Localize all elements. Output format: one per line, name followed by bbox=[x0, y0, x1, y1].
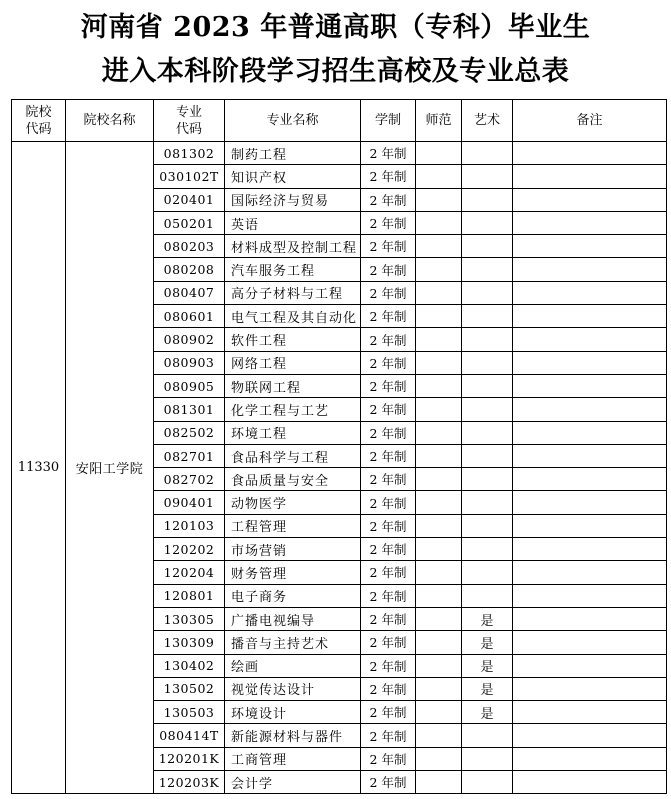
major-name-cell: 食品科学与工程 bbox=[225, 444, 361, 467]
art-cell bbox=[462, 188, 513, 211]
art-cell bbox=[462, 281, 513, 304]
remarks-cell bbox=[513, 561, 667, 584]
major-name-cell: 国际经济与贸易 bbox=[225, 188, 361, 211]
duration-cell: 2 年制 bbox=[361, 258, 416, 281]
school-name-cell: 安阳工学院 bbox=[66, 142, 154, 794]
major-code-cell: 080903 bbox=[154, 351, 225, 374]
normal-cell bbox=[416, 281, 462, 304]
duration-cell: 2 年制 bbox=[361, 771, 416, 794]
remarks-cell bbox=[513, 142, 667, 165]
remarks-cell bbox=[513, 188, 667, 211]
normal-cell bbox=[416, 491, 462, 514]
normal-cell bbox=[416, 444, 462, 467]
remarks-cell bbox=[513, 514, 667, 537]
art-cell: 是 bbox=[462, 654, 513, 677]
art-cell bbox=[462, 374, 513, 397]
normal-cell bbox=[416, 188, 462, 211]
major-name-cell: 知识产权 bbox=[225, 165, 361, 188]
normal-cell bbox=[416, 654, 462, 677]
duration-cell: 2 年制 bbox=[361, 421, 416, 444]
normal-cell bbox=[416, 677, 462, 700]
major-code-cell: 130402 bbox=[154, 654, 225, 677]
art-cell: 是 bbox=[462, 607, 513, 630]
normal-cell bbox=[416, 771, 462, 794]
major-name-cell: 制药工程 bbox=[225, 142, 361, 165]
art-cell bbox=[462, 165, 513, 188]
remarks-cell bbox=[513, 328, 667, 351]
remarks-cell bbox=[513, 654, 667, 677]
remarks-cell bbox=[513, 165, 667, 188]
art-cell bbox=[462, 328, 513, 351]
art-cell bbox=[462, 444, 513, 467]
major-name-cell: 网络工程 bbox=[225, 351, 361, 374]
art-cell bbox=[462, 258, 513, 281]
duration-cell: 2 年制 bbox=[361, 281, 416, 304]
major-code-cell: 130502 bbox=[154, 677, 225, 700]
header-remarks: 备注 bbox=[513, 100, 667, 142]
major-code-cell: 080203 bbox=[154, 235, 225, 258]
remarks-cell bbox=[513, 444, 667, 467]
header-school-code: 院校 代码 bbox=[12, 100, 66, 142]
remarks-cell bbox=[513, 677, 667, 700]
remarks-cell bbox=[513, 421, 667, 444]
remarks-cell bbox=[513, 491, 667, 514]
major-code-cell: 020401 bbox=[154, 188, 225, 211]
major-code-cell: 030102T bbox=[154, 165, 225, 188]
remarks-cell bbox=[513, 771, 667, 794]
major-name-cell: 市场营销 bbox=[225, 538, 361, 561]
art-cell bbox=[462, 305, 513, 328]
remarks-cell bbox=[513, 538, 667, 561]
major-name-cell: 汽车服务工程 bbox=[225, 258, 361, 281]
art-cell bbox=[462, 747, 513, 770]
header-major-code: 专业 代码 bbox=[154, 100, 225, 142]
duration-cell: 2 年制 bbox=[361, 142, 416, 165]
major-name-cell: 电气工程及其自动化 bbox=[225, 305, 361, 328]
major-name-cell: 动物医学 bbox=[225, 491, 361, 514]
major-name-cell: 电子商务 bbox=[225, 584, 361, 607]
major-name-cell: 工程管理 bbox=[225, 514, 361, 537]
normal-cell bbox=[416, 724, 462, 747]
art-cell bbox=[462, 584, 513, 607]
art-cell bbox=[462, 142, 513, 165]
remarks-cell bbox=[513, 305, 667, 328]
duration-cell: 2 年制 bbox=[361, 305, 416, 328]
art-cell bbox=[462, 561, 513, 584]
normal-cell bbox=[416, 468, 462, 491]
major-name-cell: 广播电视编导 bbox=[225, 607, 361, 630]
normal-cell bbox=[416, 701, 462, 724]
remarks-cell bbox=[513, 747, 667, 770]
major-name-cell: 环境设计 bbox=[225, 701, 361, 724]
normal-cell bbox=[416, 631, 462, 654]
header-major-name: 专业名称 bbox=[225, 100, 361, 142]
duration-cell: 2 年制 bbox=[361, 747, 416, 770]
header-art: 艺术 bbox=[462, 100, 513, 142]
remarks-cell bbox=[513, 724, 667, 747]
remarks-cell bbox=[513, 281, 667, 304]
major-name-cell: 视觉传达设计 bbox=[225, 677, 361, 700]
duration-cell: 2 年制 bbox=[361, 211, 416, 234]
normal-cell bbox=[416, 305, 462, 328]
major-name-cell: 会计学 bbox=[225, 771, 361, 794]
major-name-cell: 财务管理 bbox=[225, 561, 361, 584]
art-cell bbox=[462, 398, 513, 421]
major-name-cell: 高分子材料与工程 bbox=[225, 281, 361, 304]
major-name-cell: 播音与主持艺术 bbox=[225, 631, 361, 654]
major-code-cell: 120801 bbox=[154, 584, 225, 607]
duration-cell: 2 年制 bbox=[361, 398, 416, 421]
major-name-cell: 材料成型及控制工程 bbox=[225, 235, 361, 258]
major-code-cell: 120201K bbox=[154, 747, 225, 770]
duration-cell: 2 年制 bbox=[361, 351, 416, 374]
major-name-cell: 化学工程与工艺 bbox=[225, 398, 361, 421]
remarks-cell bbox=[513, 398, 667, 421]
duration-cell: 2 年制 bbox=[361, 188, 416, 211]
major-code-cell: 130503 bbox=[154, 701, 225, 724]
art-cell bbox=[462, 724, 513, 747]
normal-cell bbox=[416, 351, 462, 374]
duration-cell: 2 年制 bbox=[361, 165, 416, 188]
remarks-cell bbox=[513, 584, 667, 607]
major-name-cell: 绘画 bbox=[225, 654, 361, 677]
art-cell: 是 bbox=[462, 677, 513, 700]
document-title-line-1: 河南省 2023 年普通高职（专科）毕业生 bbox=[80, 12, 591, 43]
major-code-cell: 120202 bbox=[154, 538, 225, 561]
remarks-cell bbox=[513, 235, 667, 258]
duration-cell: 2 年制 bbox=[361, 514, 416, 537]
duration-cell: 2 年制 bbox=[361, 607, 416, 630]
duration-cell: 2 年制 bbox=[361, 491, 416, 514]
normal-cell bbox=[416, 607, 462, 630]
major-code-cell: 081302 bbox=[154, 142, 225, 165]
major-code-cell: 080902 bbox=[154, 328, 225, 351]
major-code-cell: 082502 bbox=[154, 421, 225, 444]
normal-cell bbox=[416, 561, 462, 584]
major-name-cell: 新能源材料与器件 bbox=[225, 724, 361, 747]
duration-cell: 2 年制 bbox=[361, 374, 416, 397]
major-code-cell: 080414T bbox=[154, 724, 225, 747]
school-code-cell: 11330 bbox=[12, 142, 66, 794]
header-duration: 学制 bbox=[361, 100, 416, 142]
duration-cell: 2 年制 bbox=[361, 701, 416, 724]
normal-cell bbox=[416, 142, 462, 165]
art-cell bbox=[462, 351, 513, 374]
major-code-cell: 130305 bbox=[154, 607, 225, 630]
normal-cell bbox=[416, 747, 462, 770]
major-code-cell: 080208 bbox=[154, 258, 225, 281]
normal-cell bbox=[416, 374, 462, 397]
art-cell bbox=[462, 235, 513, 258]
normal-cell bbox=[416, 258, 462, 281]
major-code-cell: 080407 bbox=[154, 281, 225, 304]
duration-cell: 2 年制 bbox=[361, 677, 416, 700]
major-code-cell: 080905 bbox=[154, 374, 225, 397]
header-row bbox=[12, 100, 667, 142]
art-cell bbox=[462, 468, 513, 491]
art-cell: 是 bbox=[462, 701, 513, 724]
duration-cell: 2 年制 bbox=[361, 724, 416, 747]
normal-cell bbox=[416, 235, 462, 258]
header-school-name: 院校名称 bbox=[66, 100, 154, 142]
remarks-cell bbox=[513, 258, 667, 281]
remarks-cell bbox=[513, 468, 667, 491]
duration-cell: 2 年制 bbox=[361, 328, 416, 351]
major-code-cell: 050201 bbox=[154, 211, 225, 234]
duration-cell: 2 年制 bbox=[361, 631, 416, 654]
major-code-cell: 130309 bbox=[154, 631, 225, 654]
major-code-cell: 082702 bbox=[154, 468, 225, 491]
duration-cell: 2 年制 bbox=[361, 654, 416, 677]
remarks-cell bbox=[513, 374, 667, 397]
major-name-cell: 软件工程 bbox=[225, 328, 361, 351]
major-name-cell: 工商管理 bbox=[225, 747, 361, 770]
duration-cell: 2 年制 bbox=[361, 235, 416, 258]
normal-cell bbox=[416, 398, 462, 421]
art-cell: 是 bbox=[462, 631, 513, 654]
duration-cell: 2 年制 bbox=[361, 444, 416, 467]
art-cell bbox=[462, 491, 513, 514]
major-name-cell: 物联网工程 bbox=[225, 374, 361, 397]
remarks-cell bbox=[513, 211, 667, 234]
major-code-cell: 082701 bbox=[154, 444, 225, 467]
remarks-cell bbox=[513, 631, 667, 654]
major-code-cell: 081301 bbox=[154, 398, 225, 421]
normal-cell bbox=[416, 584, 462, 607]
normal-cell bbox=[416, 211, 462, 234]
remarks-cell bbox=[513, 351, 667, 374]
normal-cell bbox=[416, 165, 462, 188]
major-code-cell: 080601 bbox=[154, 305, 225, 328]
major-name-cell: 环境工程 bbox=[225, 421, 361, 444]
art-cell bbox=[462, 421, 513, 444]
major-code-cell: 120203K bbox=[154, 771, 225, 794]
major-name-cell: 英语 bbox=[225, 211, 361, 234]
major-code-cell: 120204 bbox=[154, 561, 225, 584]
remarks-cell bbox=[513, 701, 667, 724]
majors-table bbox=[11, 99, 667, 794]
major-name-cell: 食品质量与安全 bbox=[225, 468, 361, 491]
duration-cell: 2 年制 bbox=[361, 538, 416, 561]
art-cell bbox=[462, 211, 513, 234]
duration-cell: 2 年制 bbox=[361, 561, 416, 584]
normal-cell bbox=[416, 328, 462, 351]
normal-cell bbox=[416, 538, 462, 561]
duration-cell: 2 年制 bbox=[361, 584, 416, 607]
major-code-cell: 090401 bbox=[154, 491, 225, 514]
major-code-cell: 120103 bbox=[154, 514, 225, 537]
art-cell bbox=[462, 538, 513, 561]
duration-cell: 2 年制 bbox=[361, 468, 416, 491]
normal-cell bbox=[416, 421, 462, 444]
remarks-cell bbox=[513, 607, 667, 630]
table-row bbox=[12, 142, 667, 165]
header-normal: 师范 bbox=[416, 100, 462, 142]
normal-cell bbox=[416, 514, 462, 537]
document-title-line-2: 进入本科阶段学习招生高校及专业总表 bbox=[101, 56, 570, 87]
art-cell bbox=[462, 771, 513, 794]
art-cell bbox=[462, 514, 513, 537]
